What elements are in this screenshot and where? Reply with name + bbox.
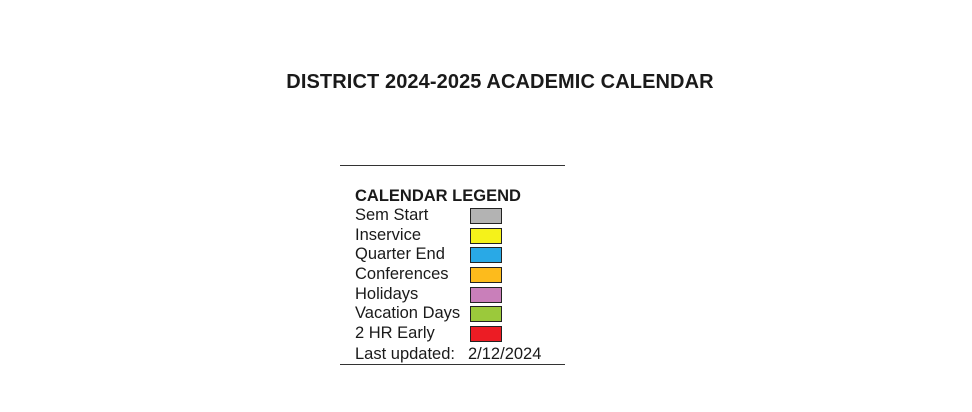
legend-item-label: Holidays [355, 284, 419, 303]
legend-item-label: Sem Start [355, 206, 429, 224]
legend-heading: CALENDAR LEGEND [355, 187, 521, 205]
legend-item-sem-start [355, 206, 565, 226]
legend-item-label: Conferences [355, 265, 449, 284]
legend-item-label: Vacation Days [355, 304, 461, 323]
last-updated [355, 344, 565, 364]
legend-item-quarter-end [355, 245, 565, 265]
legend-item-inservice [355, 226, 565, 246]
legend-color-swatch [470, 208, 502, 224]
legend-color-swatch [470, 228, 502, 244]
legend-item-2hr-early [355, 324, 565, 344]
legend-item-label: 2 HR Early [355, 324, 435, 343]
page-title: DISTRICT 2024-2025 ACADEMIC CALENDAR [286, 71, 714, 93]
legend-item-vacation-days [355, 304, 565, 324]
legend-bottom-divider [340, 364, 565, 365]
legend-color-swatch [470, 267, 502, 283]
last-updated-label: Last updated: [355, 344, 455, 363]
legend-color-swatch [470, 326, 502, 342]
legend-color-swatch [470, 287, 502, 303]
legend-item-label: Quarter End [355, 245, 445, 264]
legend-item-conferences [355, 265, 565, 285]
calendar-legend [355, 186, 565, 364]
legend-item-label: Inservice [355, 225, 422, 244]
legend-item-holidays [355, 285, 565, 305]
legend-color-swatch [470, 306, 502, 322]
last-updated-date: 2/12/2024 [468, 344, 542, 363]
legend-top-divider [340, 165, 565, 166]
legend-color-swatch [470, 247, 502, 263]
